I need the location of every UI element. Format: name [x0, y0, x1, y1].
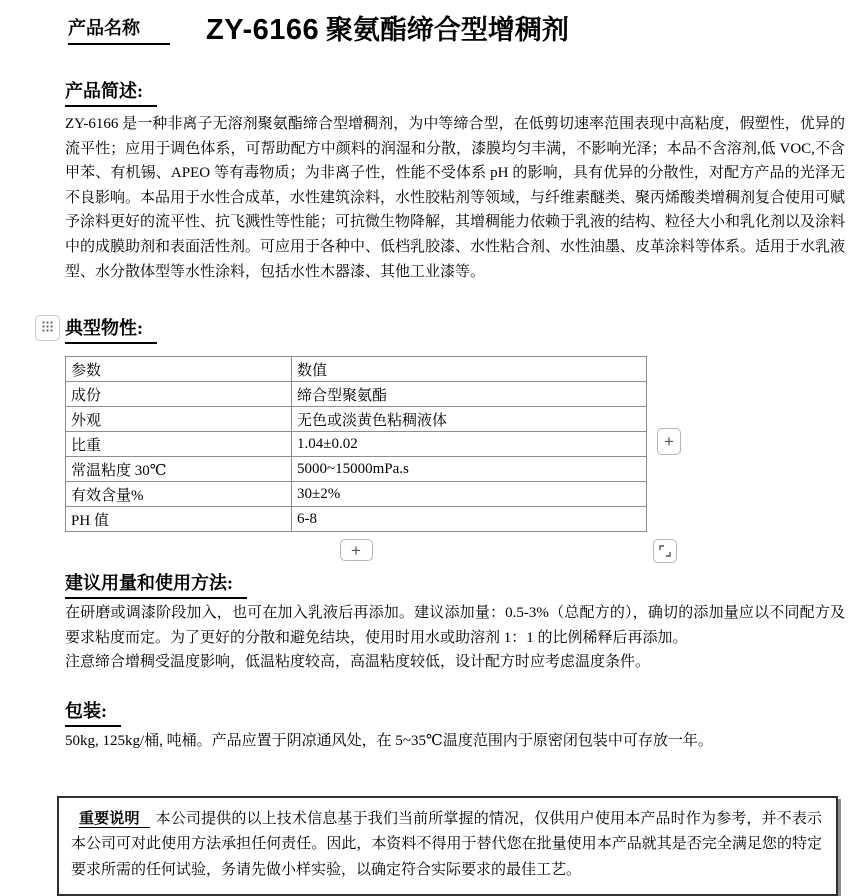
properties-table-wrap	[65, 356, 674, 532]
intro-heading: 产品简述:	[65, 77, 157, 107]
section-intro	[65, 77, 845, 284]
product-name-label: 产品名称	[68, 14, 170, 45]
cell-value[interactable]: 缔合型聚氨酯	[292, 382, 647, 407]
table-row	[66, 407, 647, 432]
cell-value[interactable]: 5000~15000mPa.s	[292, 457, 647, 482]
table-row	[66, 482, 647, 507]
drag-handle-dots-icon	[42, 319, 53, 337]
cell-value[interactable]: 6-8	[292, 507, 647, 532]
table-row	[66, 457, 647, 482]
table-row	[66, 432, 647, 457]
expand-corners-icon	[659, 543, 671, 560]
drag-handle[interactable]	[35, 315, 60, 341]
table-header-param[interactable]: 参数	[66, 357, 292, 382]
cell-param[interactable]: 常温粘度 30℃	[66, 457, 292, 482]
table-header-row	[66, 357, 647, 382]
cell-param[interactable]: 有效含量%	[66, 482, 292, 507]
cell-param[interactable]: PH 值	[66, 507, 292, 532]
cell-param[interactable]: 比重	[66, 432, 292, 457]
product-title-cn: 聚氨酯缔合型增稠剂	[325, 14, 569, 45]
important-notice-box	[57, 796, 838, 896]
cell-param[interactable]: 外观	[66, 407, 292, 432]
table-controls	[65, 539, 647, 565]
properties-heading: 典型物性:	[65, 314, 157, 344]
usage-paragraph-1: 在研磨或调漆阶段加入，也可在加入乳液后再添加。建议添加量：0.5-3%（总配方的），确切的添加量应以不同配方及要求粘度而定。为了更好的分散和避免结块，使用时用水或助溶剂 1：1 的比例稀释后再添加。	[65, 605, 845, 646]
section-usage	[65, 569, 845, 675]
intro-paragraph: ZY-6166 是一种非离子无溶剂聚氨酯缔合型增稠剂，为中等缔合型，在低剪切速率范围表现中高粘度，假塑性，优异的流平性；应用于调色体系，可帮助配方中颜料的润湿和分散，漆膜均匀丰满，不影响光泽；本品不含溶剂,低 VOC,不含甲苯、有机锡、APEO 等有毒物质；为非离子性，性能不受体系 pH 的影响，具有优异的分散性，对配方产品的光泽无不良影响。本品用于水性合成革，水性建筑涂料，水性胶粘剂等领域，与纤维素醚类、聚丙烯酸类增稠剂复合使用可赋予涂料更好的流平性、抗飞溅性等性能；可抗微生物降解，其增稠能力依赖于乳液的结构、粒径大小和乳化剂以及涂料中的成膜助剂和表面活性剂。可应用于各种中、低档乳胶漆、水性粘合剂、水性油墨、皮革涂料等体系。适用于水乳液型、水分散体型等水性涂料，包括水性木器漆、其他工业漆等。	[65, 116, 846, 280]
table-row	[66, 382, 647, 407]
add-column-button[interactable]: +	[657, 428, 681, 455]
notice-body: 本公司提供的以上技术信息基于我们当前所掌握的情况，仅供用户使用本产品时作为参考，并不表示本公司可对此使用方法承担任何责任。因此，本资料不得用于替代您在批量使用本产品就其是否完全满足您的特定要求所需的任何试验，务请先做小样实验，以确定符合实际要求的最佳工艺。	[71, 810, 822, 878]
cell-value[interactable]: 1.04±0.02	[292, 432, 647, 457]
packaging-paragraph: 50kg, 125kg/桶, 吨桶。产品应置于阴凉通风处，在 5~35℃温度范围内于原密闭包装中可存放一年。	[65, 732, 713, 749]
product-code: ZY-6166	[206, 13, 320, 46]
header	[0, 0, 861, 45]
properties-table	[65, 356, 647, 532]
usage-paragraph-2: 注意缔合增稠受温度影响，低温粘度较高，高温粘度较低，设计配方时应考虑温度条件。	[65, 654, 651, 671]
section-packaging	[65, 697, 845, 754]
packaging-heading: 包装:	[65, 697, 121, 727]
cell-value[interactable]: 30±2%	[292, 482, 647, 507]
page-title	[206, 15, 569, 45]
table-row	[66, 507, 647, 532]
add-row-button[interactable]: +	[340, 539, 373, 561]
notice-paragraph	[71, 807, 822, 884]
table-header-value[interactable]: 数值	[292, 357, 647, 382]
cell-value[interactable]: 无色或淡黄色粘稠液体	[292, 407, 647, 432]
expand-table-button[interactable]	[653, 539, 677, 563]
cell-param[interactable]: 成份	[66, 382, 292, 407]
notice-label: 重要说明	[79, 811, 150, 828]
usage-heading: 建议用量和使用方法:	[65, 569, 247, 599]
section-properties	[65, 314, 845, 344]
